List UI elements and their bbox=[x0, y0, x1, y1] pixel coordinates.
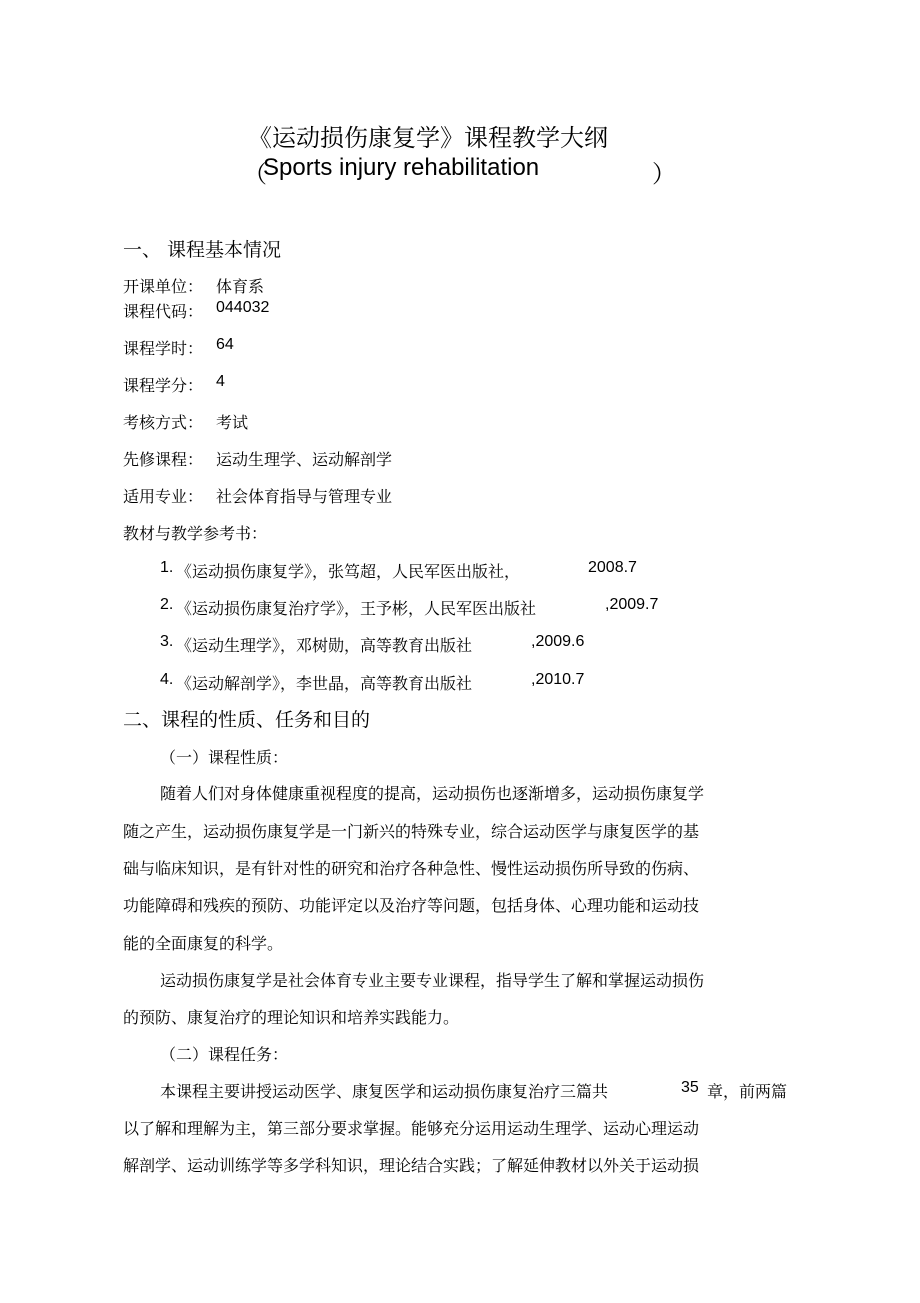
book-number: 2. bbox=[160, 596, 174, 613]
field-label: 开课单位： bbox=[123, 277, 204, 296]
paragraph-number: 35 bbox=[681, 1079, 699, 1096]
subsection-heading: （二）课程任务： bbox=[160, 1045, 289, 1064]
paragraph-line: 以了解和理解为主，第三部分要求掌握。能够充分运用运动生理学、运动心理运动 bbox=[123, 1119, 700, 1138]
subsection-heading: （一）课程性质： bbox=[160, 748, 289, 767]
book-year: ,2009.7 bbox=[605, 596, 659, 613]
field-value: 4 bbox=[216, 373, 225, 390]
field-label: 课程学时： bbox=[123, 339, 204, 358]
paragraph-line: 本课程主要讲授运动医学、康复医学和运动损伤康复治疗三篇共 bbox=[160, 1082, 609, 1101]
section2-heading: 二、课程的性质、任务和目的 bbox=[123, 709, 371, 731]
field-label: 课程学分： bbox=[123, 376, 204, 395]
book-number: 1. bbox=[160, 559, 174, 576]
field-value: 运动生理学、运动解剖学 bbox=[216, 450, 393, 469]
field-label: 课程代码： bbox=[123, 302, 204, 321]
field-value: 044032 bbox=[216, 299, 270, 316]
paragraph-line: 解剖学、运动训练学等多学科知识，理论结合实践；了解延伸教材以外关于运动损 bbox=[123, 1156, 700, 1175]
subtitle-close-paren: ） bbox=[652, 161, 676, 188]
book-number: 3. bbox=[160, 633, 174, 650]
subtitle-open-paren: （ bbox=[243, 161, 267, 188]
field-value: 考试 bbox=[216, 413, 249, 432]
paragraph-line: 随着人们对身体健康重视程度的提高，运动损伤也逐渐增多，运动损伤康复学 bbox=[160, 784, 705, 803]
books-label: 教材与教学参考书： bbox=[123, 524, 268, 543]
field-value: 社会体育指导与管理专业 bbox=[216, 487, 393, 506]
book-number: 4. bbox=[160, 671, 174, 688]
paragraph-line: 的预防、康复治疗的理论知识和培养实践能力。 bbox=[123, 1008, 460, 1027]
book-entry: 《运动损伤康复治疗学》，王予彬，人民军医出版社 bbox=[176, 599, 537, 618]
section1-heading: 一、 课程基本情况 bbox=[123, 239, 282, 261]
book-year: ,2010.7 bbox=[531, 671, 585, 688]
book-entry: 《运动损伤康复学》，张笃超，人民军医出版社， bbox=[176, 562, 521, 581]
field-label: 先修课程： bbox=[123, 450, 204, 469]
document-title: 《运动损伤康复学》课程教学大纲 bbox=[248, 124, 608, 152]
paragraph-line: 运动损伤康复学是社会体育专业主要专业课程，指导学生了解和掌握运动损伤 bbox=[160, 971, 705, 990]
subtitle-text: Sports injury rehabilitation bbox=[263, 154, 540, 181]
paragraph-line: 章，前两篇 bbox=[707, 1082, 788, 1101]
book-entry: 《运动解剖学》，李世晶，高等教育出版社 bbox=[176, 674, 473, 693]
field-value: 体育系 bbox=[216, 277, 265, 296]
book-entry: 《运动生理学》，邓树勋，高等教育出版社 bbox=[176, 636, 473, 655]
paragraph-line: 随之产生，运动损伤康复学是一门新兴的特殊专业，综合运动医学与康复医学的基 bbox=[123, 822, 700, 841]
book-year: 2008.7 bbox=[588, 559, 637, 576]
paragraph-line: 功能障碍和残疾的预防、功能评定以及治疗等问题，包括身体、心理功能和运动技 bbox=[123, 896, 700, 915]
paragraph-line: 能的全面康复的科学。 bbox=[123, 934, 284, 953]
book-year: ,2009.6 bbox=[531, 633, 585, 650]
paragraph-line: 础与临床知识，是有针对性的研究和治疗各种急性、慢性运动损伤所导致的伤病、 bbox=[123, 859, 700, 878]
field-label: 适用专业： bbox=[123, 487, 204, 506]
field-value: 64 bbox=[216, 336, 234, 353]
field-label: 考核方式： bbox=[123, 413, 204, 432]
